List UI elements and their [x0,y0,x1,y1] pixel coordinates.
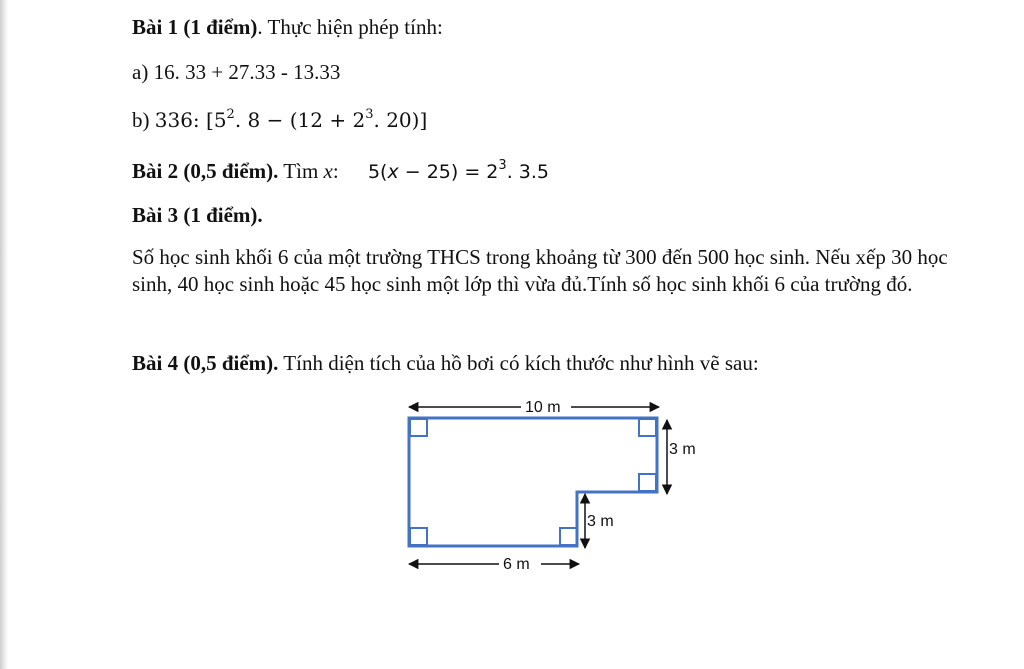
part-b-exponent: 3 [365,107,374,122]
problem3-paragraph: Số học sinh khối 6 của một trường THCS trong khoảng từ 300 đến 500 học sinh. Nếu xếp 30 học sinh, 40 học sinh hoặc 45 học sinh một lớp thì vừa đủ.Tính số học sinh khối 6 của trường đó. [132,245,948,296]
problem4-title: Bài 4 (0,5 điểm). [132,351,279,375]
part-b-expr-segment: . 20)] [373,108,428,132]
problem2-title: Bài 2 (0,5 điểm). [132,159,279,183]
part-b-expression [155,108,428,132]
equation-variable: x [387,161,399,183]
equation-segment: 5( [367,161,388,183]
right-height-label: 3 m [669,441,696,458]
problem1-part-a [132,59,340,85]
problem2-find-label: Tìm [283,159,319,183]
bottom-width-label: 6 m [503,556,530,573]
page-left-edge-shadow [0,0,8,669]
equation-segment: − 25) = 2 [398,161,499,183]
right-angle-marker [410,528,427,545]
problem3-title: Bài 3 (1 điểm). [132,203,263,227]
part-b-label: b) [132,108,150,132]
right-angle-marker [560,528,577,545]
problem1-part-b [132,107,427,133]
part-a-expression: 16. 33 + 27.33 - 13.33 [153,60,341,84]
problem2-find-colon: : [332,159,339,183]
right-angle-marker [639,474,656,491]
step-height-label: 3 m [587,513,614,530]
part-b-expr-segment: . 8 − (12 + 2 [234,108,366,132]
equation-segment: . 3.5 [506,161,549,183]
right-angle-marker [639,419,656,436]
problem2-find-variable: x [323,159,333,183]
problem3-heading [132,202,263,228]
pool-figure-svg [395,390,725,580]
part-b-exponent: 2 [226,107,235,122]
part-a-label: a) [132,60,149,84]
pool-outline [409,418,657,546]
problem1-title: Bài 1 (1 điểm) [132,15,258,39]
problem1-instruction: . Thực hiện phép tính: [257,15,443,39]
right-angle-marker [410,419,427,436]
problem4-instruction: Tính diện tích của hồ bơi có kích thước như hình vẽ sau: [278,351,759,375]
part-b-expr-segment: 336: [5 [154,108,227,132]
pool-figure [395,390,725,580]
problem4-heading [132,350,759,376]
equation-exponent: 3 [498,158,507,173]
problem2-equation [367,158,549,183]
problem1-heading [132,14,443,40]
top-width-label: 10 m [525,399,561,416]
problem2-line [132,158,549,185]
